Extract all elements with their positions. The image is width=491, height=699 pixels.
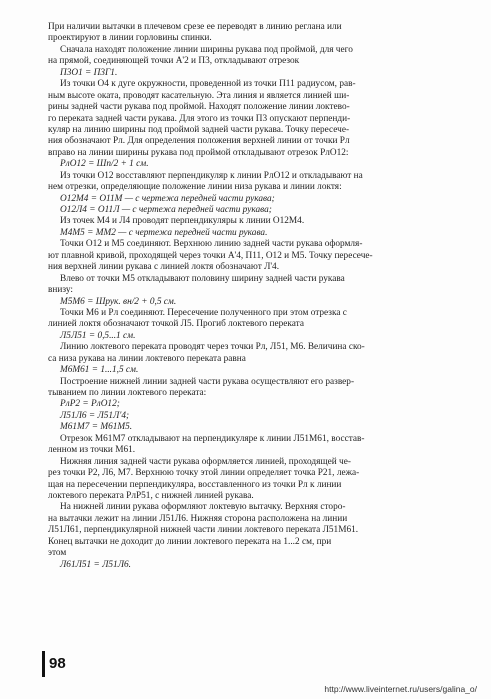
text-line: на прямой, соединяющей точки А'2 и П3, откладывают отрезок bbox=[48, 56, 300, 67]
text-line: куляр на линию ширины под проймой задней части рукава. Точку пересече- bbox=[48, 124, 350, 135]
text-line: Из точек М4 и Л4 проводят перпендикуляры к линии О12М4. bbox=[60, 216, 305, 227]
text-line: нем отрезки, определяющие положение линии низа рукава и линии локтя: bbox=[48, 182, 342, 193]
text-line: Отрезок М61М7 откладывают на перпендикуляре к линии Л51М61, восстав- bbox=[60, 433, 365, 444]
text-line: линией локтя обозначают точкой Л5. Прогиб локтевого переката bbox=[48, 319, 304, 330]
text-line: Линию локтевого переката проводят через точки Рл, Л51, М6. Величина ско- bbox=[60, 342, 365, 353]
text-line: Влево от точки М5 откладывают половину ширину задней части рукава bbox=[60, 273, 345, 284]
text-line: рины задней части рукава под проймой. Находят положение линии локтево- bbox=[48, 102, 350, 113]
text-line: ния верхней линии рукава с линией локтя обозначают Л'4. bbox=[48, 262, 280, 273]
text-line: М6М61 = 1...1,5 см. bbox=[60, 365, 139, 376]
text-line: Л51Л61, перпендикулярной нижней части линии локтевого переката Л51М61. bbox=[48, 525, 359, 536]
text-line: М4М5 = ММ2 — с чертежа передней части рукава. bbox=[60, 227, 268, 238]
text-line: Точки О12 и М5 соединяют. Верхнюю линию задней части рукава оформля- bbox=[60, 239, 363, 250]
text-line: Л51Л6 = Л51Л'4; bbox=[60, 410, 130, 421]
text-line: са низа рукава на линии локтевого переката равна bbox=[48, 353, 246, 364]
text-line: Сначала находят положение линии ширины рукава под проймой, для чего bbox=[60, 44, 353, 55]
text-line: локтевого переката РлР51, с нижней линией рукава. bbox=[48, 490, 254, 501]
text-line: На нижней линии рукава оформляют локтевую вытачку. Верхняя сторо- bbox=[60, 502, 346, 513]
text-line: вправо на линии ширины рукава под проймой откладывают отрезок РлО12: bbox=[48, 147, 349, 158]
text-line: При наличии вытачки в плечевом срезе ее переводят в линию реглана или bbox=[48, 22, 342, 32]
text-line: Точки М6 и Рл соединяют. Пересечение полученного при этом отрезка с bbox=[60, 307, 347, 318]
page-number: 98 bbox=[49, 655, 66, 672]
text-line: Нижняя линия задней части рукава оформляется линией, проходящей че- bbox=[60, 456, 351, 467]
text-line: тыванием по линии локтевого переката: bbox=[48, 388, 207, 398]
text-line: Л61Л51 = Л51Л6. bbox=[60, 559, 131, 570]
text-line: Конец вытачки не доходит до линии локтевого переката на 1...2 см, при bbox=[48, 536, 332, 547]
text-line: на вытачки лежит на линии Л51Л6. Нижняя сторона расположена на линии bbox=[48, 513, 348, 524]
text-line: ным высоте оката, проводят касательную. Эта линия и является линией ши- bbox=[48, 90, 350, 101]
text-line: О12М4 = О11М — с чертежа передней части рукава; bbox=[60, 193, 275, 204]
page-number-rule bbox=[42, 651, 45, 677]
text-line: П3О1 = П3Г1. bbox=[60, 67, 118, 78]
text-line: ют плавной кривой, проходящей через точки А'4, П11, О12 и М5. Точку пересече- bbox=[48, 250, 373, 261]
text-line: Построение нижней линии задней части рукава осуществляют его развер- bbox=[60, 376, 355, 387]
text-line: Л5Л51 = 0,5...1 см. bbox=[60, 330, 136, 341]
text-line: Из точки О4 к дуге окружности, проведенной из точки П11 радиусом, рав- bbox=[60, 79, 356, 90]
text-line: О12Л4 = О11Л — с чертежа передней части рукава; bbox=[60, 205, 272, 215]
text-line: М5М6 = Шрук. вн/2 + 0,5 см. bbox=[60, 296, 177, 307]
text-line: щая на пересечении перпендикуляра, восставленного из точки Рл к линии bbox=[48, 479, 342, 490]
text-line: внизу: bbox=[48, 285, 73, 296]
source-url[interactable]: http://www.liveinternet.ru/users/galina_o/ bbox=[324, 684, 477, 694]
text-line: М61М7 = М61М5. bbox=[60, 422, 133, 433]
text-line: ния обозначают Рл. Для определения положения верхней линии от точки Рл bbox=[48, 136, 350, 147]
text-line: Из точки О12 восставляют перпендикуляр к линии РлО12 и откладывают на bbox=[60, 170, 363, 181]
text-line: РлО12 = Шп/2 + 1 см. bbox=[60, 159, 149, 170]
text-line: рез точки Р2, Л6, М7. Верхнюю точку этой линии определяет точка Р21, лежа- bbox=[48, 468, 360, 479]
text-line: этом bbox=[48, 548, 67, 559]
text-line: РлР2 = РлО12; bbox=[60, 399, 120, 410]
text-line: проектируют в линии горловины спинки. bbox=[48, 33, 212, 44]
text-line: го переката задней части рукава. Для этого из точки П3 опускают перпенди- bbox=[48, 113, 351, 124]
body-text bbox=[48, 22, 466, 571]
text-line: ленном из точки М61. bbox=[48, 445, 136, 456]
